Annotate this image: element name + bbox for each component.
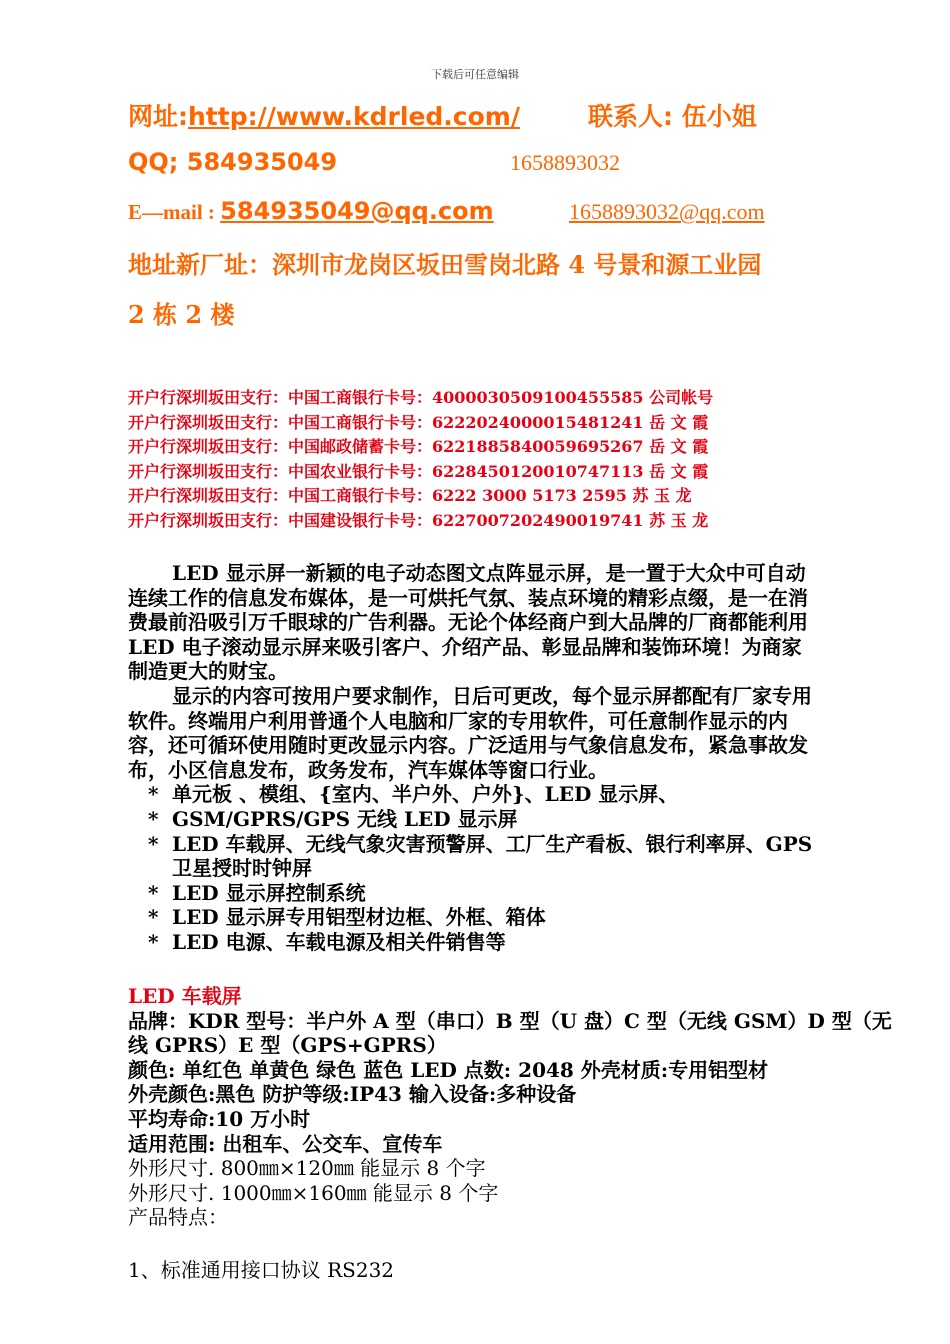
- vehicle-screen-spec: [128, 984, 908, 1230]
- spec-color-line: 颜色: 单红色 单黄色 绿色 蓝色 LED 点数: 2048 外壳材质:专用铝型材: [128, 1057, 769, 1082]
- spec-life-line: 平均寿命:10 万小时: [128, 1106, 311, 1131]
- list-item: * LED 显示屏控制系统: [148, 880, 366, 905]
- bank-account-line: 开户行深圳坂田支行：中国建设银行卡号：6227007202490019741 苏 玉 龙: [128, 510, 709, 530]
- bullet-star-icon: *: [148, 806, 159, 831]
- qq-number: 584935049: [186, 148, 338, 176]
- bullet-star-icon: *: [148, 905, 159, 930]
- qq-label: QQ;: [128, 148, 179, 176]
- spec-model-line: 品牌：KDR 型号：半户外 A 型（串口）B 型（U 盘）C 型（无线 GSM）D 型（无线 GPRS）E 型（GPS+GPRS）: [128, 1008, 892, 1058]
- email-link-primary[interactable]: 584935049@qq.com: [220, 197, 494, 225]
- phone-number: 1658893032: [510, 150, 620, 175]
- list-item: * LED 显示屏专用铝型材边框、外框、箱体: [148, 905, 546, 930]
- bank-account-line: 开户行深圳坂田支行：中国工商银行卡号：6222 3000 5173 2595 苏 玉 龙: [128, 486, 692, 506]
- spec-features-label: 产品特点：: [128, 1205, 228, 1230]
- product-description: [128, 561, 818, 955]
- email-link-secondary[interactable]: 1658893032@qq.com: [569, 199, 765, 224]
- list-item: * GSM/GPRS/GPS 无线 LED 显示屏: [148, 806, 518, 831]
- product-bullet-list: [128, 782, 818, 954]
- feature-item-1: 1、标准通用接口协议 RS232: [128, 1258, 395, 1282]
- address-line-2: 2 栋 2 楼: [128, 300, 235, 329]
- website-line: [128, 97, 757, 133]
- bank-account-line: 开户行深圳坂田支行：中国工商银行卡号：4000030509100455585 公司帐号: [128, 388, 714, 407]
- bullet-star-icon: *: [148, 782, 159, 807]
- bank-account-list: [128, 386, 713, 534]
- bank-account-line: 开户行深圳坂田支行：中国农业银行卡号：6228450120010747113 岳 文 霞: [128, 461, 709, 481]
- email-label: E—mail :: [128, 200, 215, 224]
- bank-account-line: 开户行深圳坂田支行：中国工商银行卡号：6222024000015481241 岳 文 霞: [128, 412, 709, 432]
- page-header-note: 下载后可任意编辑: [431, 68, 519, 81]
- address-line-1: 地址新厂址：深圳市龙岗区坂田雪岗北路 4 号景和源工业园: [128, 250, 762, 279]
- email-line: [128, 197, 765, 225]
- spec-title: LED 车载屏: [128, 984, 242, 1008]
- software-paragraph: 显示的内容可按用户要求制作，日后可更改，每个显示屏都配有厂家专用软件。终端用户利用普通个人电脑和厂家的专用软件，可任意制作显示的内容，还可循环使用随时更改显示内容。广泛适用与气象信息发布，紧急事故发布，小区信息发布，政务发布，汽车媒体等窗口行业。: [128, 683, 812, 782]
- website-label: 网址:: [128, 102, 188, 131]
- spec-size-line: 外形尺寸. 1000㎜×160㎜ 能显示 8 个字: [128, 1180, 499, 1205]
- bank-account-line: 开户行深圳坂田支行：中国邮政储蓄卡号：6221885840059695267 岳 文 霞: [128, 437, 709, 457]
- bullet-star-icon: *: [148, 880, 159, 905]
- spec-size-line: 外形尺寸. 800㎜×120㎜ 能显示 8 个字: [128, 1156, 486, 1181]
- spec-usage-line: 适用范围: 出租车、公交车、宣传车: [128, 1131, 443, 1156]
- intro-paragraph: LED 显示屏一新颖的电子动态图文点阵显示屏，是一置于大众中可自动连续工作的信息发布媒体，是一可烘托气氛、装点环境的精彩点缀，是一在消费最前沿吸引万千眼球的广告利器。无论个体经商户到大品牌的厂商都能利用 LED 电子滚动显示屏来吸引客户、介绍产品、彰显品牌和装饰环境！为商家制造更大的财宝。: [128, 561, 808, 684]
- list-item: * LED 电源、车载电源及相关件销售等: [148, 929, 506, 954]
- contact-person: 联系人: 伍小姐: [588, 102, 757, 131]
- qq-line: [128, 148, 620, 176]
- list-item: * 单元板 、模组、{室内、半户外、户外}、LED 显示屏、: [148, 782, 679, 807]
- spec-case-line: 外壳颜色:黑色 防护等级:IP43 输入设备:多种设备: [128, 1082, 577, 1107]
- list-item: * LED 车载屏、无线气象灾害预警屏、工厂生产看板、银行利率屏、GPS 卫星授时时钟屏: [148, 831, 813, 881]
- website-link[interactable]: http://www.kdrled.com/: [188, 102, 520, 131]
- bullet-star-icon: *: [148, 831, 159, 856]
- bullet-star-icon: *: [148, 929, 159, 954]
